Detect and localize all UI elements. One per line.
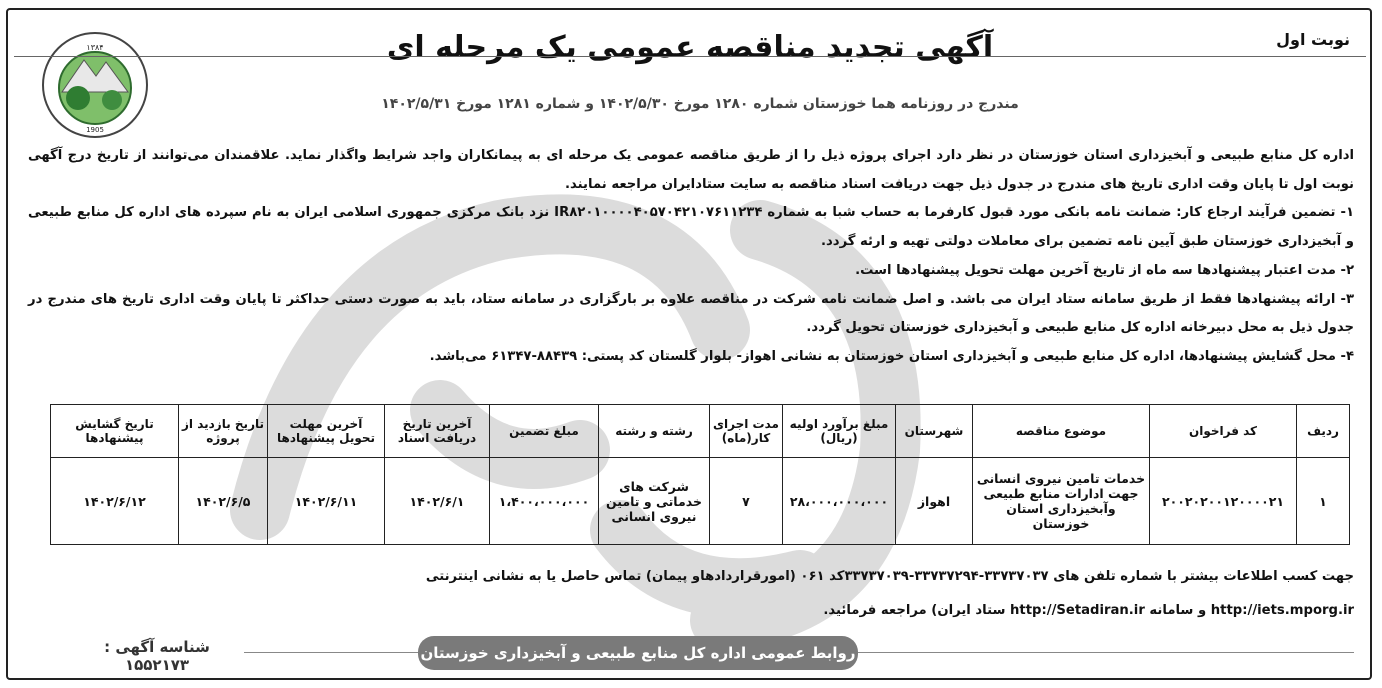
item-3: ۳- ارائه پیشنهادها فقط از طریق سامانه ستاد ایران می باشد. و اصل ضمانت نامه شرکت در مناقصه علاوه بر بارگزاری در سامانه ستاد، باید به صورت دستی حداکثر تا پایان وقت اداری تاریخ های مندرج در جدول ذیل به محل دبیرخانه اداره کل منابع طبیعی و آبخیزداری خوزستان تحویل گردد. <box>28 291 1354 336</box>
header-doc-deadline: آخرین تاریخ دریافت اسناد <box>385 405 490 458</box>
notice-title: آگهی تجدید مناقصه عمومی یک مرحله ای <box>386 30 994 65</box>
cell-opening-date: ۱۴۰۲/۶/۱۲ <box>51 458 179 545</box>
header-guarantee: مبلغ تضمین <box>490 405 599 458</box>
publication-subline: مندرج در روزنامه هما خوزستان شماره ۱۲۸۰ مورخ ۱۴۰۲/۵/۳۰ و شماره ۱۲۸۱ مورخ ۱۴۰۲/۵/۳۱ <box>381 96 1019 112</box>
round-label: نوبت اول <box>1276 30 1350 49</box>
cell-subject: خدمات تامین نیروی انسانی جهت ادارات منابع طبیعی وآبخیزداری استان خوزستان <box>973 458 1150 545</box>
table-row <box>51 458 1350 545</box>
notice-body <box>28 142 1354 372</box>
cell-estimate: ۲۸،۰۰۰،۰۰۰،۰۰۰ <box>783 458 896 545</box>
header-subject: موضوع مناقصه <box>973 405 1150 458</box>
header-estimate: مبلغ برآورد اولیه (ریال) <box>783 405 896 458</box>
item-1: ۱- تضمین فرآیند ارجاع کار: ضمانت نامه بانکی مورد قبول کارفرما به حساب شبا به شماره IR۸۲۰۱۰۰۰۰۴۰۵۷۰۴۲۱۰۷۶۱۱۲۳۴ نزد بانک مرکزی جمهوری اسلامی ایران به نام سپرده های اداره کل منابع طبیعی و آبخیزداری خوزستان طبق آیین نامه تضمین برای معاملات دولتی تهیه و ارئه گردد. <box>28 205 1354 250</box>
cell-duration: ۷ <box>710 458 783 545</box>
header-city: شهرستان <box>896 405 973 458</box>
logo-year: ۱۳۸۴ <box>86 43 104 52</box>
cell-row-number: ۱ <box>1297 458 1350 545</box>
cell-visit-date: ۱۴۰۲/۶/۵ <box>179 458 268 545</box>
item-4: ۴- محل گشایش پیشنهادها، اداره کل منابع طبیعی و آبخیزداری استان خوزستان به نشانی اهواز- بلوار گلستان کد پستی: ۸۸۴۳۹-۶۱۳۴۷ می‌باشد. <box>429 348 1354 364</box>
contact-line-1: جهت کسب اطلاعات بیشتر با شماره تلفن های ۳۳۷۳۷۰۳۷-۳۳۷۳۷۲۹۴-۳۳۷۳۷۰۳۹کد ۰۶۱ (امورقراردادهاو پیمان) تماس حاصل یا به نشانی اینترنتی <box>425 569 1354 584</box>
public-relations-banner: روابط عمومی اداره کل منابع طبیعی و آبخیزداری خوزستان <box>418 636 858 670</box>
item-2: ۲- مدت اعتبار پیشنهادها سه ماه از تاریخ آخرین مهلت تحویل پیشنهادها است. <box>855 262 1354 278</box>
header-divider <box>14 56 1366 59</box>
header-duration: مدت اجرای کار(ماه) <box>710 405 783 458</box>
cell-field: شرکت های خدماتی و تامین نیروی انسانی <box>599 458 710 545</box>
logo-year-latin: 1905 <box>86 126 104 134</box>
notice-id: شناسه آگهی : ۱۵۵۲۱۷۳ <box>104 638 210 674</box>
header-call-code: کد فراخوان <box>1150 405 1297 458</box>
contact-info <box>28 560 1354 628</box>
header-row-number: ردیف <box>1297 405 1350 458</box>
cell-city: اهواز <box>896 458 973 545</box>
cell-submit-deadline: ۱۴۰۲/۶/۱۱ <box>268 458 385 545</box>
tender-table <box>50 404 1350 545</box>
cell-call-code: ۲۰۰۲۰۲۰۰۱۲۰۰۰۰۲۱ <box>1150 458 1297 545</box>
organization-logo <box>40 30 150 140</box>
header-field: رشته و رشته <box>599 405 710 458</box>
intro-paragraph: اداره کل منابع طبیعی و آبخیزداری استان خوزستان در نظر دارد اجرای پروژه ذیل را از طریق مناقصه عمومی یک مرحله ای به پیمانکاران واجد شرایط واگذار نماید. علاقمندان می‌توانند از تاریخ درج آگهی نوبت اول تا پایان وقت اداری تاریخ های مندرج در جدول ذیل جهت دریافت اسناد مناقصه به سایت ستادایران مراجعه نمایند. <box>28 148 1354 192</box>
contact-line-2: http://iets.mporg.ir و سامانه http://Setadiran.ir ستاد ایران) مراجعه فرمائید. <box>823 603 1354 618</box>
header-visit-date: تاریخ بازدید از پروژه <box>179 405 268 458</box>
table-header-row <box>51 405 1350 458</box>
cell-guarantee: ۱،۴۰۰،۰۰۰،۰۰۰ <box>490 458 599 545</box>
cell-doc-deadline: ۱۴۰۲/۶/۱ <box>385 458 490 545</box>
header-submit-deadline: آخرین مهلت تحویل پیشنهادها <box>268 405 385 458</box>
header-opening-date: تاریخ گشایش پیشنهادها <box>51 405 179 458</box>
